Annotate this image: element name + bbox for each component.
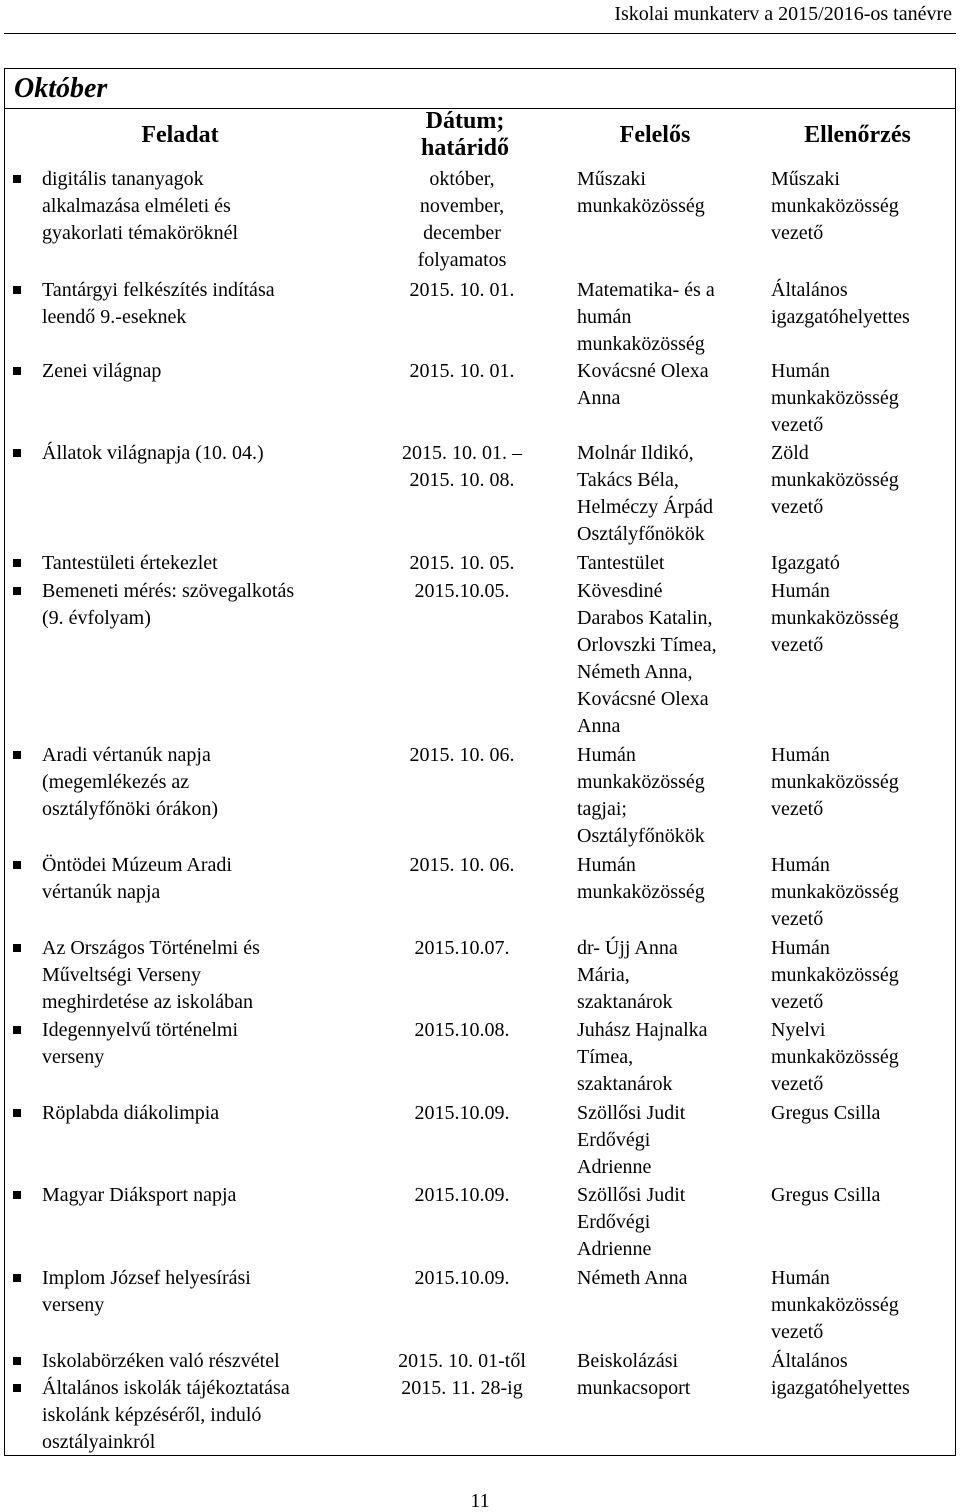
date-cell: 2015. 10. 01. [409,279,515,301]
responsible-cell: Beiskolázási munkacsoport [577,1350,691,1399]
date-cell: 2015. 10. 01. – 2015. 10. 08. [402,442,522,491]
responsible-cell: Kövesdiné Darabos Katalin, Orlovszki Tímea, Németh Anna, Kovácsné Olexa Anna [577,580,717,737]
responsible-cell: Németh Anna [577,1267,688,1289]
responsible-cell: Kovácsné Olexa Anna [577,360,709,409]
responsible-cell: Szöllősi Judit Erdővégi Adrienne [577,1184,686,1260]
date-cell: 2015. 10. 06. [409,744,515,766]
responsible-cell: Szöllősi Judit Erdővégi Adrienne [577,1102,686,1178]
task-cell: Magyar Diáksport napja [42,1184,237,1206]
task-cell: Bemeneti mérés: szövegalkotás (9. évfolyam) [42,580,295,629]
column-header-datum: Dátum; határidő [420,108,509,161]
date-cell: 2015.10.09. [414,1102,510,1124]
date-cell: 2015.10.08. [414,1019,510,1041]
date-cell: 2015. 10. 01. [409,360,515,382]
check-cell: Nyelvi munkaközösség vezető [771,1019,899,1095]
date-cell: október, november, december folyamatos [417,168,507,271]
month-title: Október [14,73,108,104]
check-cell: Humán munkaközösség vezető [771,360,899,436]
task-cell: Tantestületi értekezlet [42,552,218,574]
date-cell: 2015.10.07. [414,937,510,959]
task-cell: Öntödei Múzeum Aradi vértanúk napja [42,854,232,903]
task-cell: Tantárgyi felkészítés indítása leendő 9.-eseknek [42,279,275,328]
task-cell: Aradi vértanúk napja (megemlékezés az osztályfőnöki órákon) [42,744,219,820]
task-cell: digitális tananyagok alkalmazása elméleti és gyakorlati témaköröknél [42,168,239,244]
task-cell: Állatok világnapja (10. 04.) [42,442,264,464]
column-header-ellenorzes: Ellenőrzés [804,122,911,148]
check-cell: Humán munkaközösség vezető [771,744,899,820]
responsible-cell: Humán munkaközösség tagjai; Osztályfőnökök [577,744,705,847]
check-cell: Általános igazgatóhelyettes [771,1350,910,1399]
task-cell: Zenei világnap [42,360,162,382]
date-cell: 2015.10.09. [414,1184,510,1206]
date-cell: 2015. 10. 05. [409,552,515,574]
running-header: Iskolai munkaterv a 2015/2016-os tanévre [614,3,952,25]
check-cell: Humán munkaközösség vezető [771,854,899,930]
responsible-cell: Műszaki munkaközösség [577,168,705,217]
date-cell: 2015. 10. 06. [409,854,515,876]
header-rule [4,33,956,34]
date-cell: 2015.10.09. [414,1267,510,1289]
date-cell: 2015.10.05. [414,580,510,602]
check-cell: Humán munkaközösség vezető [771,937,899,1013]
responsible-cell: Tantestület [577,552,665,574]
check-cell: Gregus Csilla [771,1184,881,1206]
check-cell: Gregus Csilla [771,1102,881,1124]
responsible-cell: Humán munkaközösség [577,854,705,903]
column-header-felelos: Felelős [619,122,691,148]
responsible-cell: Matematika- és a humán munkaközösség [577,279,715,355]
check-cell: Zöld munkaközösség vezető [771,442,899,518]
check-cell: Humán munkaközösség vezető [771,580,899,656]
task-cell: Idegennyelvű történelmi verseny [42,1019,239,1068]
task-cell: Az Országos Történelmi és Műveltségi Verseny meghirdetése az iskolában [42,937,260,1013]
check-cell: Általános igazgatóhelyettes [771,279,910,328]
check-cell: Igazgató [771,552,840,574]
date-cell: 2015. 10. 01-től 2015. 11. 28-ig [398,1350,526,1399]
check-cell: Humán munkaközösség vezető [771,1267,899,1343]
task-cell: Implom József helyesírási verseny [42,1267,251,1316]
check-cell: Műszaki munkaközösség vezető [771,168,899,244]
responsible-cell: dr- Újj Anna Mária, szaktanárok [577,937,678,1013]
page-number: 11 [470,1490,490,1512]
column-header-feladat: Feladat [141,122,219,148]
responsible-cell: Juhász Hajnalka Tímea, szaktanárok [577,1019,708,1095]
task-cell: Röplabda diákolimpia [42,1102,220,1124]
responsible-cell: Molnár Ildikó, Takács Béla, Helméczy Árpád Osztályfőnökök [577,442,714,545]
task-cell: Iskolabörzéken való részvétel Általános iskolák tájékoztatása iskolánk képzéséről, induló osztályainkról [42,1350,290,1453]
